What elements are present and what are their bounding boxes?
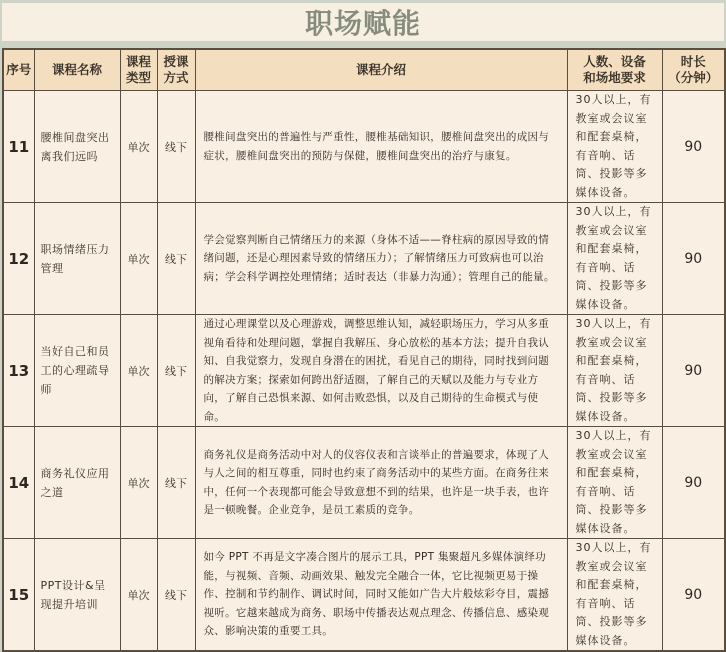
course-duration: 90 <box>662 427 725 539</box>
course-requirements: 30人以上，有教室或会议室和配套桌椅，有音响、话筒、投影等多媒体设备。 <box>567 427 662 539</box>
header-duration <box>662 49 725 91</box>
course-requirements: 30人以上，有教室或会议室和配套桌椅，有音响、话筒、投影等多媒体设备。 <box>567 91 662 203</box>
course-name: 当好自己和员工的心理疏导师 <box>34 315 120 427</box>
course-intro: 学会觉察判断自己情绪压力的来源（身体不适——脊柱病的原因导致的情绪问题，还是心理因素导致的情绪压力）；了解情绪压力可致病也可以治病；学会科学调控处理情绪；适时表达（非暴力沟通）；管理自己的能量。 <box>195 203 567 315</box>
header-dur-line1: 时长 <box>680 54 706 69</box>
course-requirements: 30人以上，有教室或会议室和配套桌椅，有音响、话筒、投影等多媒体设备。 <box>567 539 662 652</box>
header-type-line2: 类型 <box>125 70 151 85</box>
course-duration: 90 <box>662 539 725 652</box>
course-table <box>2 48 726 652</box>
table-row <box>3 203 725 315</box>
header-mode <box>157 49 195 91</box>
course-duration: 90 <box>662 203 725 315</box>
table-row <box>3 427 725 539</box>
course-type: 单次 <box>120 203 157 315</box>
course-requirements: 30人以上，有教室或会议室和配套桌椅，有音响、话筒、投影等多媒体设备。 <box>567 315 662 427</box>
header-type-line1: 课程 <box>125 54 151 69</box>
course-intro: 通过心理课堂以及心理游戏，调整思维认知，减轻职场压力，学习从多重视角看待和处理问题，掌握自我解压、身心放松的基本方法；提升自我认知、自我觉察力，发现自身潜在的困扰，看见自己的期待，同时找到问题的解决方案；探索如何跨出舒适圈，了解自己的天赋以及能力与专业方向，了解自己恐惧来源、如何击败恐惧，以及自己期待的生命模式与使命。 <box>195 315 567 427</box>
teaching-mode: 线下 <box>157 203 195 315</box>
header-mode-line2: 方式 <box>163 70 189 85</box>
course-name: 商务礼仪应用之道 <box>34 427 120 539</box>
header-index: 序号 <box>3 49 34 91</box>
course-intro: 商务礼仪是商务活动中对人的仪容仪表和言谈举止的普遍要求，体现了人与人之间的相互尊重，同时也约束了商务活动中的某些方面。在商务往来中，任何一个表现都可能会导致意想不到的结果，也许是一块手表，也许是一顿晚餐。企业竞争，是员工素质的竞争。 <box>195 427 567 539</box>
course-type: 单次 <box>120 91 157 203</box>
course-duration: 90 <box>662 91 725 203</box>
table-row <box>3 315 725 427</box>
row-index: 15 <box>3 539 34 652</box>
header-type <box>120 49 157 91</box>
teaching-mode: 线下 <box>157 539 195 652</box>
teaching-mode: 线下 <box>157 91 195 203</box>
header-req-line2: 和场地要求 <box>583 70 646 85</box>
table-header-row <box>3 49 725 91</box>
header-req-line1: 人数、设备 <box>583 54 646 69</box>
course-duration: 90 <box>662 315 725 427</box>
row-index: 13 <box>3 315 34 427</box>
course-name: 职场情绪压力管理 <box>34 203 120 315</box>
header-mode-line1: 授课 <box>163 54 189 69</box>
row-index: 14 <box>3 427 34 539</box>
row-index: 12 <box>3 203 34 315</box>
course-name: 腰椎间盘突出离我们远吗 <box>34 91 120 203</box>
course-type: 单次 <box>120 539 157 652</box>
course-intro: 如今 PPT 不再是文字凑合图片的展示工具，PPT 集聚超凡多媒体演绎功能，与视频、音频、动画效果、触发完全融合一体，它比视频更易于操作、控制和节约制作、调试时间，同时又能如广告大片般炫彩夺目，震撼视听。它越来越成为商务、职场中传播表达观点理念、传播信息、感染观众、影响决策的重要工具。 <box>195 539 567 652</box>
header-dur-line2: （分钟） <box>668 70 719 85</box>
course-requirements: 30人以上，有教室或会议室和配套桌椅，有音响、话筒、投影等多媒体设备。 <box>567 203 662 315</box>
table-row <box>3 91 725 203</box>
row-index: 11 <box>3 91 34 203</box>
course-type: 单次 <box>120 315 157 427</box>
course-name: PPT设计&呈现提升培训 <box>34 539 120 652</box>
course-type: 单次 <box>120 427 157 539</box>
title-banner <box>2 3 724 41</box>
teaching-mode: 线下 <box>157 315 195 427</box>
teaching-mode: 线下 <box>157 427 195 539</box>
page-title: 职场赋能 <box>304 7 421 40</box>
course-intro: 腰椎间盘突出的普遍性与严重性，腰椎基础知识，腰椎间盘突出的成因与症状，腰椎间盘突出的预防与保健，腰椎间盘突出的治疗与康复。 <box>195 91 567 203</box>
header-requirements <box>567 49 662 91</box>
table-row <box>3 539 725 652</box>
header-intro: 课程介绍 <box>195 49 567 91</box>
header-name: 课程名称 <box>34 49 120 91</box>
